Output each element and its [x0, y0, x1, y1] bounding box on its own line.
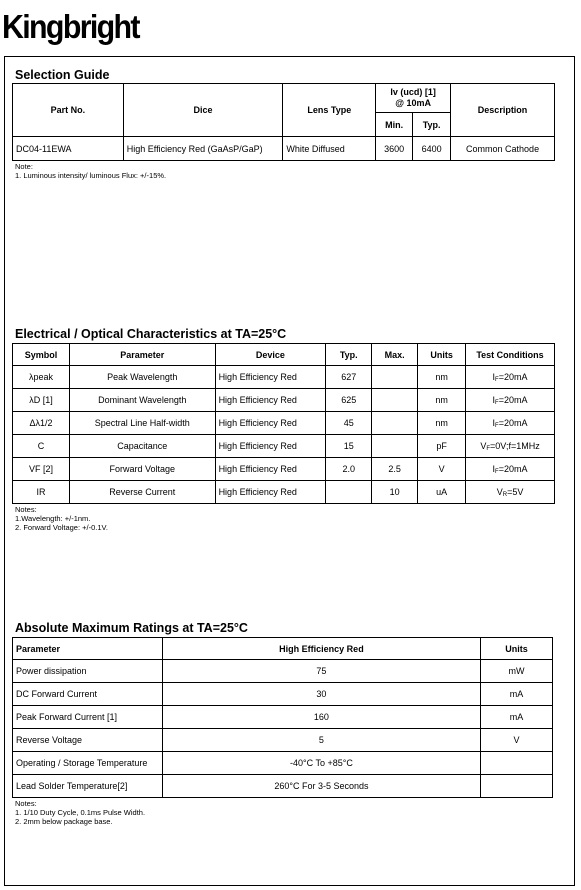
device-cell: High Efficiency Red [215, 389, 326, 412]
symbol-cell: C [13, 435, 70, 458]
note-line: Note: [15, 162, 33, 171]
condition-symbol: V [496, 487, 503, 497]
parameter-cell: Peak Wavelength [69, 366, 215, 389]
header-min: Min. [376, 113, 413, 137]
parameter-cell: Power dissipation [13, 660, 163, 683]
header-iv [376, 84, 451, 113]
units-cell [481, 752, 553, 775]
table-row [13, 660, 553, 683]
units-cell: mA [481, 706, 553, 729]
symbol-cell: IR [13, 481, 70, 504]
typ-cell: 627 [326, 366, 372, 389]
units-cell: uA [418, 481, 466, 504]
cell-dice: High Efficiency Red (GaAsP/GaP) [123, 137, 283, 161]
note-line: 2. 2mm below package base. [15, 817, 113, 826]
condition-symbol: I [492, 418, 496, 428]
symbol-cell: λpeak [13, 366, 70, 389]
absolute-ratings-title: Absolute Maximum Ratings at TA=25°C [15, 621, 248, 635]
test-condition-cell [466, 389, 555, 412]
typ-cell: 625 [326, 389, 372, 412]
condition-symbol: V [480, 441, 487, 451]
units-cell: V [418, 458, 466, 481]
units-cell: nm [418, 389, 466, 412]
cell-description: Common Cathode [451, 137, 555, 161]
typ-cell: 15 [326, 435, 372, 458]
max-cell [372, 389, 418, 412]
value-cell: 30 [162, 683, 480, 706]
parameter-cell: Operating / Storage Temperature [13, 752, 163, 775]
condition-subscript: F [495, 469, 499, 475]
symbol-cell: λD [1] [13, 389, 70, 412]
units-cell: nm [418, 412, 466, 435]
note-line: 2. Forward Voltage: +/-0.1V. [15, 523, 108, 532]
condition-subscript: F [495, 377, 499, 383]
device-cell: High Efficiency Red [215, 366, 326, 389]
header-typ: Typ. [413, 113, 451, 137]
note-line: 1. 1/10 Duty Cycle, 0.1ms Pulse Width. [15, 808, 146, 817]
cell-part-no: DC04-11EWA [13, 137, 124, 161]
note-line: Notes: [15, 505, 37, 514]
value-cell: -40°C To +85°C [162, 752, 480, 775]
table-row [13, 435, 555, 458]
condition-subscript: F [495, 423, 499, 429]
condition-value: =20mA [498, 372, 528, 382]
selection-notes [15, 162, 166, 180]
parameter-cell: Spectral Line Half-width [69, 412, 215, 435]
typ-cell: 45 [326, 412, 372, 435]
table-row [13, 775, 553, 798]
typ-cell [326, 481, 372, 504]
parameter-cell: Forward Voltage [69, 458, 215, 481]
selection-guide-title: Selection Guide [15, 68, 110, 82]
condition-value: =20mA [498, 395, 528, 405]
max-cell [372, 412, 418, 435]
header-test-conditions: Test Conditions [466, 344, 555, 366]
units-cell: V [481, 729, 553, 752]
condition-subscript: F [486, 446, 491, 452]
condition-symbol: I [492, 372, 496, 382]
header-units: Units [418, 344, 466, 366]
device-cell: High Efficiency Red [215, 435, 326, 458]
condition-subscript: F [495, 400, 499, 406]
cell-min: 3600 [376, 137, 413, 161]
test-condition-cell [466, 458, 555, 481]
header-symbol: Symbol [13, 344, 70, 366]
header-max: Max. [372, 344, 418, 366]
device-cell: High Efficiency Red [215, 481, 326, 504]
condition-symbol: I [492, 395, 496, 405]
table-row [13, 366, 555, 389]
electrical-notes [15, 505, 108, 532]
header-iv-line2: @ 10mA [395, 98, 432, 108]
test-condition-cell [466, 412, 555, 435]
units-cell: mA [481, 683, 553, 706]
parameter-cell: DC Forward Current [13, 683, 163, 706]
table-row [13, 389, 555, 412]
symbol-cell: Δλ1/2 [13, 412, 70, 435]
units-cell: nm [418, 366, 466, 389]
parameter-cell: Capacitance [69, 435, 215, 458]
condition-value: =20mA [498, 418, 528, 428]
header-parameter: Parameter [69, 344, 215, 366]
header-dice: Dice [123, 84, 283, 137]
header-description: Description [451, 84, 555, 137]
header-part-no: Part No. [13, 84, 124, 137]
table-row [13, 729, 553, 752]
header-parameter: Parameter [13, 638, 163, 660]
units-cell [481, 775, 553, 798]
table-row [13, 752, 553, 775]
header-units: Units [481, 638, 553, 660]
header-high-efficiency-red: High Efficiency Red [162, 638, 480, 660]
absolute-notes [15, 799, 145, 826]
note-line: 1.Wavelength: +/-1nm. [15, 514, 91, 523]
condition-value: =20mA [498, 464, 528, 474]
condition-symbol: I [492, 464, 496, 474]
condition-value: =0V;f=1MHz [490, 441, 540, 451]
max-cell [372, 435, 418, 458]
table-row [13, 706, 553, 729]
note-line: 1. Luminous intensity/ luminous Flux: +/-15%. [15, 171, 167, 180]
units-cell: pF [418, 435, 466, 458]
parameter-cell: Dominant Wavelength [69, 389, 215, 412]
header-iv-line1: Iv (ucd) [1] [390, 87, 436, 97]
max-cell: 2.5 [372, 458, 418, 481]
header-typ: Typ. [326, 344, 372, 366]
parameter-cell: Reverse Current [69, 481, 215, 504]
value-cell: 5 [162, 729, 480, 752]
parameter-cell: Peak Forward Current [1] [13, 706, 163, 729]
typ-cell: 2.0 [326, 458, 372, 481]
header-device: Device [215, 344, 326, 366]
electrical-table [12, 343, 555, 504]
device-cell: High Efficiency Red [215, 458, 326, 481]
cell-lens-type: White Diffused [283, 137, 376, 161]
header-lens-type: Lens Type [283, 84, 376, 137]
absolute-ratings-table [12, 637, 553, 798]
condition-subscript: R [502, 492, 508, 498]
table-row [13, 458, 555, 481]
selection-guide-table [12, 83, 555, 161]
table-row [13, 481, 555, 504]
device-cell: High Efficiency Red [215, 412, 326, 435]
test-condition-cell [466, 435, 555, 458]
units-cell: mW [481, 660, 553, 683]
max-cell [372, 366, 418, 389]
value-cell: 160 [162, 706, 480, 729]
parameter-cell: Reverse Voltage [13, 729, 163, 752]
symbol-cell: VF [2] [13, 458, 70, 481]
note-line: Notes: [15, 799, 37, 808]
max-cell: 10 [372, 481, 418, 504]
table-row [13, 412, 555, 435]
parameter-cell: Lead Solder Temperature[2] [13, 775, 163, 798]
value-cell: 260°C For 3-5 Seconds [162, 775, 480, 798]
test-condition-cell [466, 481, 555, 504]
table-row [13, 683, 553, 706]
value-cell: 75 [162, 660, 480, 683]
electrical-title: Electrical / Optical Characteristics at TA=25°C [15, 327, 287, 341]
cell-typ: 6400 [413, 137, 451, 161]
kingbright-logo: Kingbright [2, 8, 139, 45]
condition-value: =5V [507, 487, 524, 497]
test-condition-cell [466, 366, 555, 389]
